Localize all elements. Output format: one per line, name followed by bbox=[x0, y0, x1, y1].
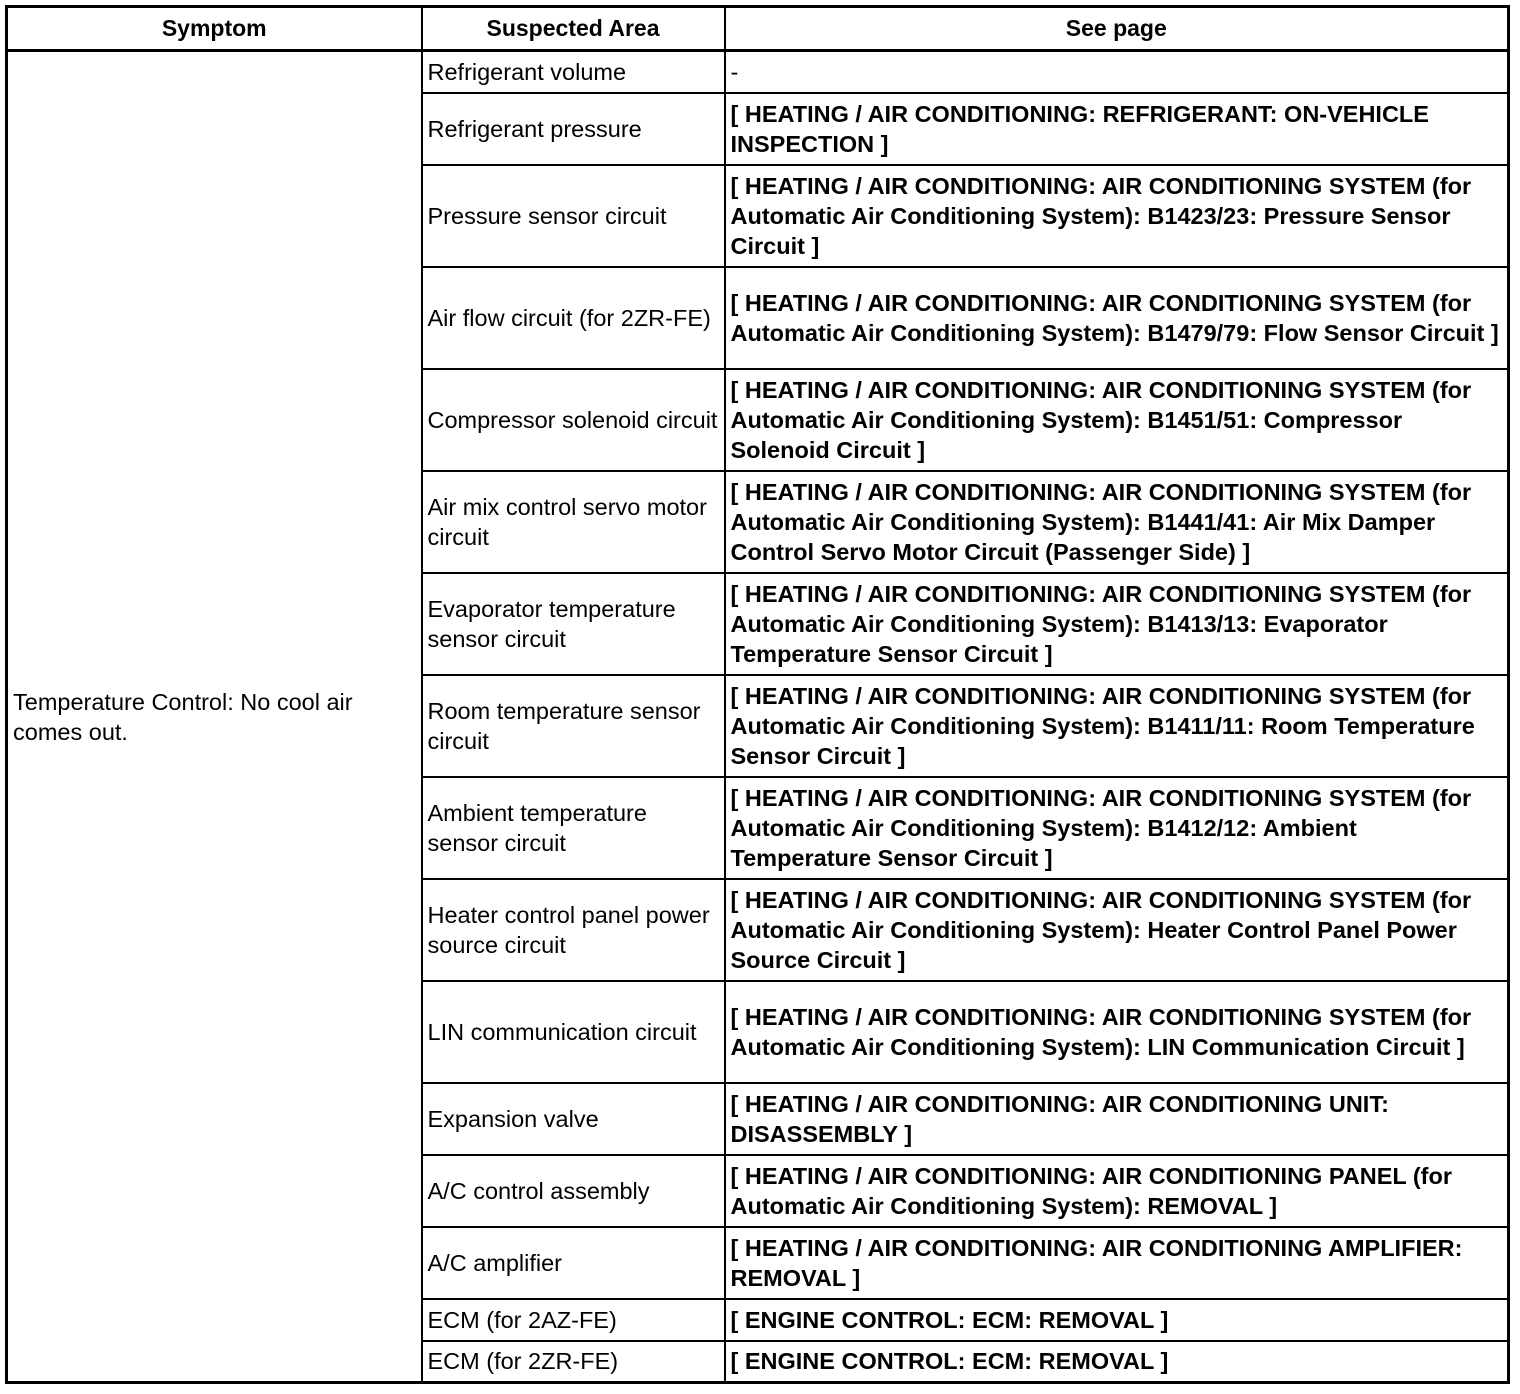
area-cell: Room temperature sensor circuit bbox=[422, 675, 725, 777]
symptom-table bbox=[5, 5, 1510, 1384]
page-reference: [ HEATING / AIR CONDITIONING: AIR CONDITIONING SYSTEM (for Automatic Air Conditioning System): Heater Control Panel Power Source Circuit ] bbox=[725, 879, 1509, 981]
area-cell: Evaporator temperature sensor circuit bbox=[422, 573, 725, 675]
page-reference: [ HEATING / AIR CONDITIONING: REFRIGERANT: ON-VEHICLE INSPECTION ] bbox=[725, 93, 1509, 165]
area-cell: Refrigerant pressure bbox=[422, 93, 725, 165]
page-reference: [ ENGINE CONTROL: ECM: REMOVAL ] bbox=[725, 1341, 1509, 1383]
page-reference: [ HEATING / AIR CONDITIONING: AIR CONDITIONING SYSTEM (for Automatic Air Conditioning System): B1479/79: Flow Sensor Circuit ] bbox=[725, 267, 1509, 369]
area-cell: ECM (for 2AZ-FE) bbox=[422, 1299, 725, 1341]
page-reference: [ HEATING / AIR CONDITIONING: AIR CONDITIONING PANEL (for Automatic Air Conditioning System): REMOVAL ] bbox=[725, 1155, 1509, 1227]
page-reference: [ HEATING / AIR CONDITIONING: AIR CONDITIONING SYSTEM (for Automatic Air Conditioning System): B1412/12: Ambient Temperature Sensor Circuit ] bbox=[725, 777, 1509, 879]
page-reference: [ HEATING / AIR CONDITIONING: AIR CONDITIONING SYSTEM (for Automatic Air Conditioning System): B1441/41: Air Mix Damper Control Servo Motor Circuit (Passenger Side) ] bbox=[725, 471, 1509, 573]
page-reference: [ ENGINE CONTROL: ECM: REMOVAL ] bbox=[725, 1299, 1509, 1341]
area-cell: Ambient temperature sensor circuit bbox=[422, 777, 725, 879]
page-reference: [ HEATING / AIR CONDITIONING: AIR CONDITIONING SYSTEM (for Automatic Air Conditioning System): LIN Communication Circuit ] bbox=[725, 981, 1509, 1083]
header-see-page: See page bbox=[725, 7, 1509, 51]
page-reference: [ HEATING / AIR CONDITIONING: AIR CONDITIONING AMPLIFIER: REMOVAL ] bbox=[725, 1227, 1509, 1299]
page-reference: [ HEATING / AIR CONDITIONING: AIR CONDITIONING UNIT: DISASSEMBLY ] bbox=[725, 1083, 1509, 1155]
page-reference: [ HEATING / AIR CONDITIONING: AIR CONDITIONING SYSTEM (for Automatic Air Conditioning System): B1411/11: Room Temperature Sensor Circuit ] bbox=[725, 675, 1509, 777]
table-row bbox=[7, 51, 1509, 93]
area-cell: Pressure sensor circuit bbox=[422, 165, 725, 267]
area-cell: A/C control assembly bbox=[422, 1155, 725, 1227]
area-cell: Expansion valve bbox=[422, 1083, 725, 1155]
area-cell: Air flow circuit (for 2ZR-FE) bbox=[422, 267, 725, 369]
header-symptom: Symptom bbox=[7, 7, 422, 51]
area-cell: Air mix control servo motor circuit bbox=[422, 471, 725, 573]
area-cell: Compressor solenoid circuit bbox=[422, 369, 725, 471]
area-cell: Refrigerant volume bbox=[422, 51, 725, 93]
area-cell: ECM (for 2ZR-FE) bbox=[422, 1341, 725, 1383]
symptom-cell: Temperature Control: No cool air comes out. bbox=[7, 51, 422, 1383]
page-reference: [ HEATING / AIR CONDITIONING: AIR CONDITIONING SYSTEM (for Automatic Air Conditioning System): B1413/13: Evaporator Temperature Sensor Circuit ] bbox=[725, 573, 1509, 675]
area-cell: LIN communication circuit bbox=[422, 981, 725, 1083]
page-reference: [ HEATING / AIR CONDITIONING: AIR CONDITIONING SYSTEM (for Automatic Air Conditioning System): B1423/23: Pressure Sensor Circuit ] bbox=[725, 165, 1509, 267]
header-suspected-area: Suspected Area bbox=[422, 7, 725, 51]
area-cell: Heater control panel power source circuit bbox=[422, 879, 725, 981]
page-cell: - bbox=[725, 51, 1509, 93]
header-row bbox=[7, 7, 1509, 51]
page-reference: [ HEATING / AIR CONDITIONING: AIR CONDITIONING SYSTEM (for Automatic Air Conditioning System): B1451/51: Compressor Solenoid Circuit ] bbox=[725, 369, 1509, 471]
area-cell: A/C amplifier bbox=[422, 1227, 725, 1299]
